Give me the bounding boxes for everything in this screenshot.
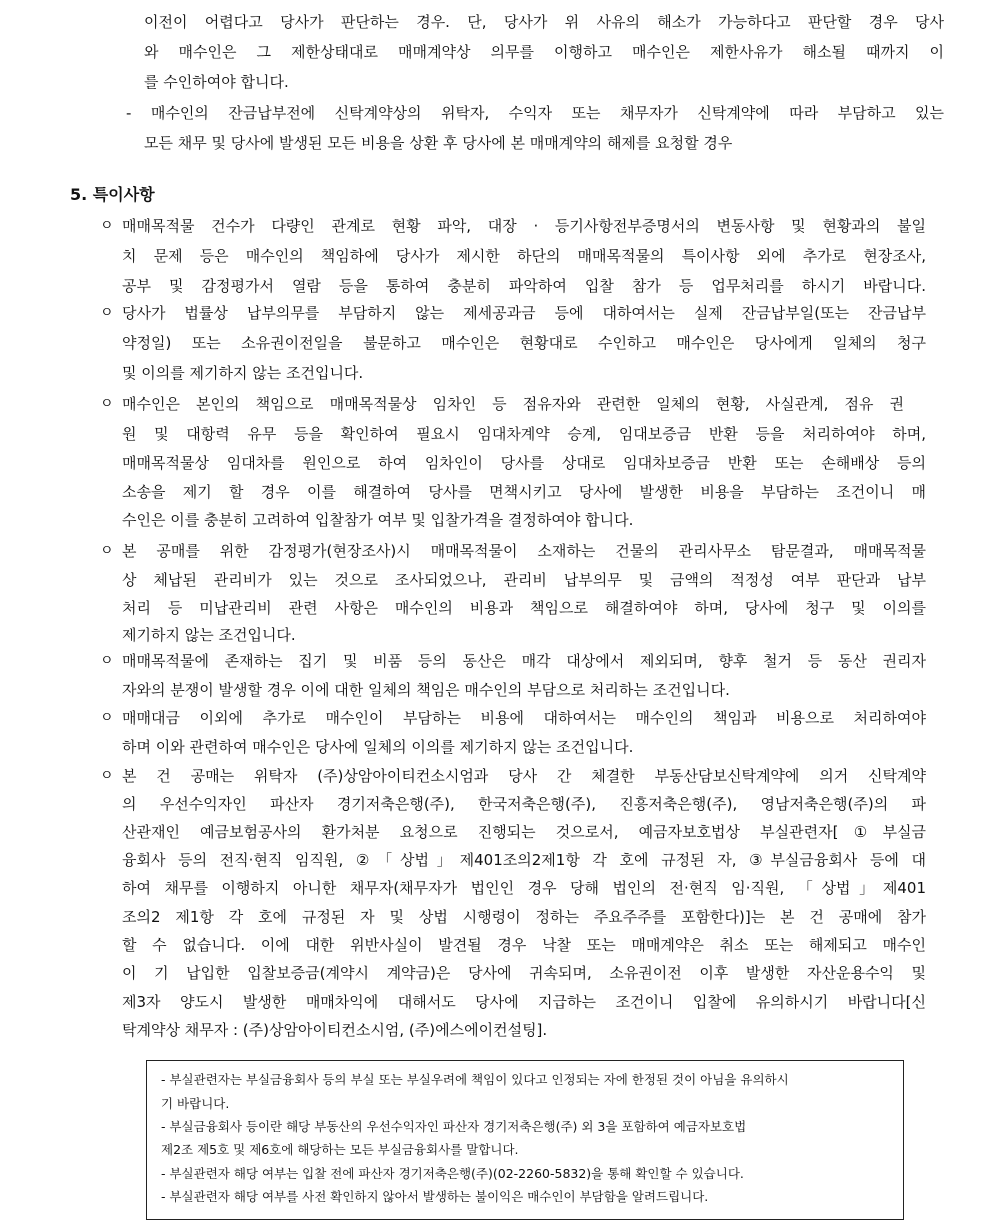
text-line: 매수인은 본인의 책임으로 매매목적물상 임차인 등 점유자와 관련한 일체의 현황, 사실관계, 점유 권 [122, 395, 904, 413]
note-box [146, 1060, 904, 1220]
text-line: 융회사 등의 전직·현직 임직원, ②「상법」제401조의2제1항 각 호에 규정된 자, ③부실금융회사 등에 대 [122, 851, 926, 869]
text-line: 매매대금 이외에 추가로 매수인이 부담하는 비용에 대하여서는 매수인의 책임과 비용으로 처리하여야 [122, 709, 926, 727]
text-line: 상 체납된 관리비가 있는 것으로 조사되었으나, 관리비 납부의무 및 금액의 적정성 여부 판단과 납부 [122, 571, 926, 589]
text-line: 당사가 법률상 납부의무를 부담하지 않는 제세공과금 등에 대하여서는 실제 잔금납부일(또는 잔금납부 [122, 304, 926, 322]
text-line: 와 매수인은 그 제한상태대로 매매계약상 의무를 이행하고 매수인은 제한사유가 해소될 때까지 이 [144, 43, 944, 61]
text-line: 할 수 없습니다. 이에 대한 위반사실이 발견될 경우 낙찰 또는 매매계약은 취소 또는 해제되고 매수인 [122, 936, 926, 954]
bullet-icon: ㅇ [100, 218, 114, 234]
text-line: 모든 채무 및 당사에 발생된 모든 비용을 상환 후 당사에 본 매매계약의 해제를 요청할 경우 [144, 134, 733, 152]
text-line: 이전이 어렵다고 당사가 판단하는 경우. 단, 당사가 위 사유의 해소가 가능하다고 판단할 경우 당사 [144, 13, 944, 31]
bullet-icon: ㅇ [100, 710, 114, 726]
bullet-icon: ㅇ [100, 543, 114, 559]
text-line: 제3자 양도시 발생한 매매차익에 대해서도 당사에 지급하는 조건이니 입찰에 유의하시기 바랍니다[신 [122, 993, 926, 1011]
text-line: 를 수인하여야 합니다. [144, 73, 289, 91]
text-line: - 매수인의 잔금납부전에 신탁계약상의 위탁자, 수익자 또는 채무자가 신탁계약에 따라 부담하고 있는 [126, 104, 944, 122]
section-title: 5. 특이사항 [70, 185, 155, 204]
text-line: 하여 채무를 이행하지 아니한 채무자(채무자가 법인인 경우 당해 법인의 전·현직 임·직원, 「상법」제401 [122, 879, 926, 897]
note-line: - 부실관련자는 부실금융회사 등의 부실 또는 부실우려에 책임이 있다고 인정되는 자에 한정된 것이 아님을 유의하시 [161, 1072, 789, 1087]
bullet-icon: ㅇ [100, 768, 114, 784]
text-line: 약정일) 또는 소유권이전일을 불문하고 매수인은 현황대로 수인하고 매수인은 당사에게 일체의 청구 [122, 334, 926, 352]
text-line: 조의2 제1항 각 호에 규정된 자 및 상법 시행령이 정하는 주요주주를 포함한다)]는 본 건 공매에 참가 [122, 908, 926, 926]
text-line: 원 및 대항력 유무 등을 확인하여 필요시 임대차계약 승계, 임대보증금 반환 등을 처리하여야 하며, [122, 425, 926, 443]
text-line: 의 우선수익자인 파산자 경기저축은행(주), 한국저축은행(주), 진흥저축은행(주), 영남저축은행(주)의 파 [122, 795, 926, 813]
text-line: 공부 및 감정평가서 열람 등을 통하여 충분히 파악하여 입찰 참가 등 업무처리를 하시기 바랍니다. [122, 277, 926, 295]
note-line: - 부실관련자 해당 여부는 입찰 전에 파산자 경기저축은행(주)(02-2260-5832)을 통해 확인할 수 있습니다. [161, 1166, 744, 1181]
text-line: 제기하지 않는 조건입니다. [122, 626, 296, 644]
text-line: 처리 등 미납관리비 관련 사항은 매수인의 비용과 책임으로 해결하여야 하며, 당사에 청구 및 이의를 [122, 599, 926, 617]
text-line: 하며 이와 관련하여 매수인은 당사에 일체의 이의를 제기하지 않는 조건입니다. [122, 738, 634, 756]
text-line: 탁계약상 채무자 : (주)상암아이티컨소시엄, (주)에스에이컨설팅]. [122, 1021, 548, 1039]
text-line: 매매목적물 건수가 다량인 관계로 현황 파악, 대장 · 등기사항전부증명서의 변동사항 및 현황과의 불일 [122, 217, 926, 235]
text-line: 소송을 제기 할 경우 이를 해결하여 당사를 면책시키고 당사에 발생한 비용을 부담하는 조건이니 매 [122, 483, 926, 501]
bullet-icon: ㅇ [100, 305, 114, 321]
note-line: 기 바랍니다. [161, 1096, 230, 1111]
note-line: - 부실관련자 해당 여부를 사전 확인하지 않아서 발생하는 불이익은 매수인이 부담함을 알려드립니다. [161, 1189, 709, 1204]
text-line: 매매목적물에 존재하는 집기 및 비품 등의 동산은 매각 대상에서 제외되며, 향후 철거 등 동산 권리자 [122, 652, 926, 670]
text-line: 치 문제 등은 매수인의 책임하에 당사가 제시한 하단의 매매목적물의 특이사항 외에 추가로 현장조사, [122, 247, 926, 265]
text-line: 산관재인 예금보험공사의 환가처분 요청으로 진행되는 것으로서, 예금자보호법상 부실관련자[①부실금 [122, 823, 926, 841]
text-line: 본 공매를 위한 감정평가(현장조사)시 매매목적물이 소재하는 건물의 관리사무소 탐문결과, 매매목적물 [122, 542, 926, 560]
bullet-icon: ㅇ [100, 653, 114, 669]
text-line: 매매목적물상 임대차를 원인으로 하여 임차인이 당사를 상대로 임대차보증금 반환 또는 손해배상 등의 [122, 454, 926, 472]
text-line: 자와의 분쟁이 발생할 경우 이에 대한 일체의 책임은 매수인의 부담으로 처리하는 조건입니다. [122, 681, 730, 699]
text-line: 이 기 납입한 입찰보증금(계약시 계약금)은 당사에 귀속되며, 소유권이전 이후 발생한 자산운용수익 및 [122, 964, 926, 982]
note-line: - 부실금융회사 등이란 해당 부동산의 우선수익자인 파산자 경기저축은행(주) 외 3을 포함하여 예금자보호법 [161, 1119, 747, 1134]
note-line: 제2조 제5호 및 제6호에 해당하는 모든 부실금융회사를 말합니다. [161, 1142, 519, 1157]
bullet-icon: ㅇ [100, 396, 114, 412]
text-line: 및 이의를 제기하지 않는 조건입니다. [122, 364, 364, 382]
text-line: 본 건 공매는 위탁자 (주)상암아이티컨소시엄과 당사 간 체결한 부동산담보신탁계약에 의거 신탁계약 [122, 767, 926, 785]
text-line: 수인은 이를 충분히 고려하여 입찰참가 여부 및 입찰가격을 결정하여야 합니다. [122, 511, 634, 529]
